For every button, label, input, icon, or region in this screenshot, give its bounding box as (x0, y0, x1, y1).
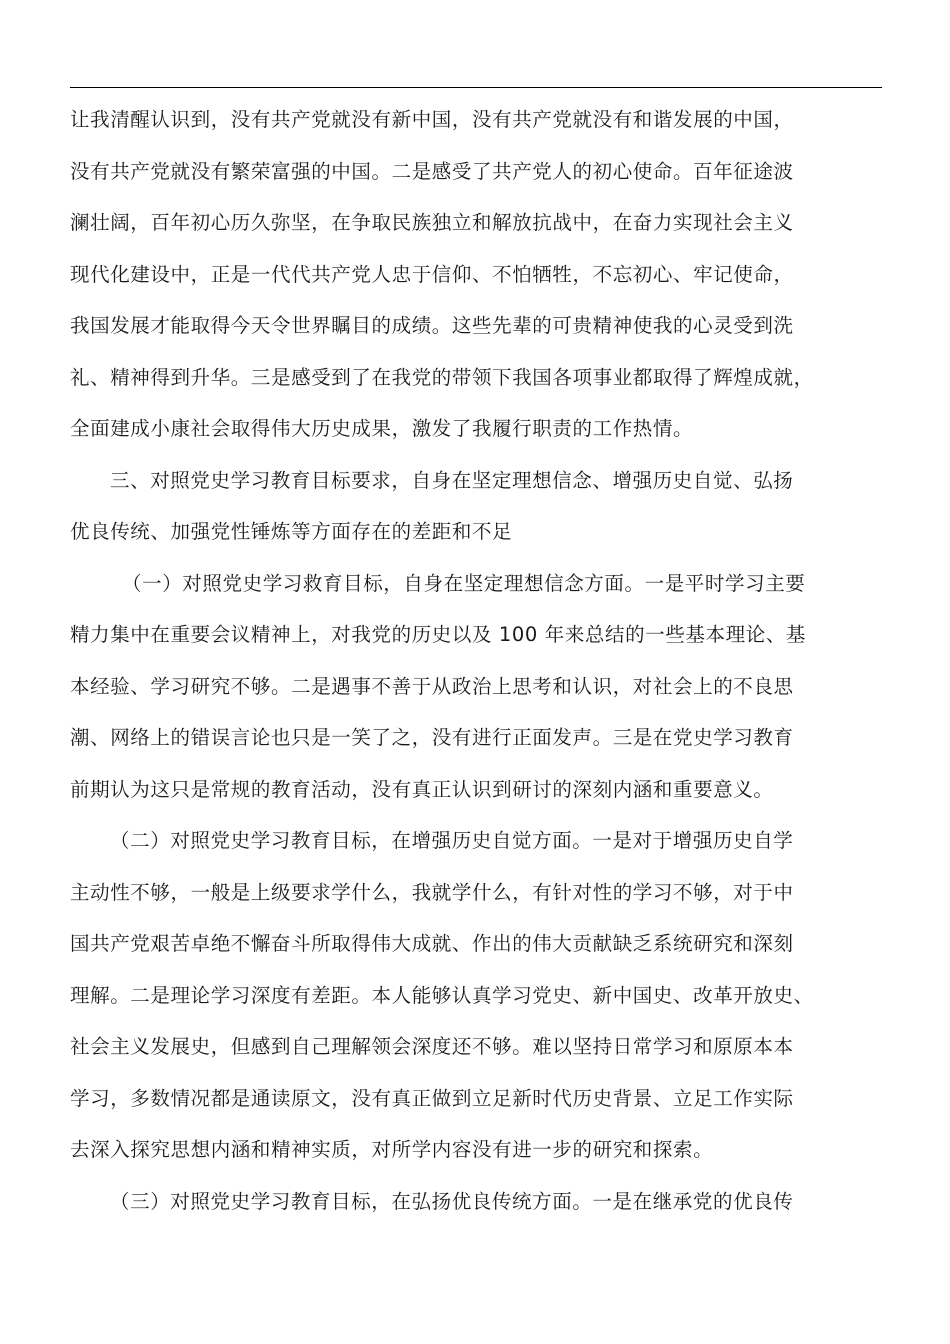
header-rule (70, 87, 882, 88)
text-line: 潮、网络上的错误言论也只是一笑了之，没有进行正面发声。三是在党史学习教育 (70, 726, 794, 749)
text-line: 现代化建设中，正是一代代共产党人忠于信仰、不怕牺牲，不忘初心、牢记使命， (70, 262, 794, 286)
text-line: 本经验、学习研究不够。二是遇事不善于从政治上思考和认识，对社会上的不良思 (70, 674, 794, 698)
paragraph-3 (70, 558, 882, 816)
text-line: 澜壮阔，百年初心历久弥坚，在争取民族独立和解放抗战中，在奋力实现社会主义 (70, 211, 794, 234)
text-line: 三、对照党史学习教育目标要求，自身在坚定理想信念、增强历史自觉、弘扬 (110, 468, 794, 492)
paragraph-1 (70, 94, 882, 455)
paragraph-4 (70, 815, 882, 1176)
text-line: 我国发展才能取得今天令世界瞩目的成绩。这些先辈的可贵精神使我的心灵受到洗 (70, 314, 794, 337)
text-line: 礼、精神得到升华。三是感受到了在我党的带领下我国各项事业都取得了辉煌成就， (70, 365, 814, 389)
paragraph-2-section-heading (70, 455, 882, 558)
text-line: 优良传统、加强党性锤炼等方面存在的差距和不足 (70, 520, 513, 543)
text-line: 社会主义发展史，但感到自己理解领会深度还不够。难以坚持日常学习和原原本本 (70, 1035, 794, 1058)
text-line: 精力集中在重要会议精神上，对我党的历史以及 100 年来总结的一些基本理论、基 (70, 623, 807, 646)
text-line: 学习，多数情况都是通读原文，没有真正做到立足新时代历史背景、立足工作实际 (70, 1086, 794, 1110)
text-line: （二）对照党史学习教育目标，在增强历史自觉方面。一是对于增强历史自学 (110, 829, 794, 852)
text-line: 主动性不够，一般是上级要求学什么，我就学什么，有针对性的学习不够，对于中 (70, 880, 794, 904)
text-line: （三）对照党史学习教育目标，在弘扬优良传统方面。一是在继承党的优良传 (110, 1189, 794, 1213)
paragraph-5 (70, 1176, 882, 1228)
text-line: 让我清醒认识到，没有共产党就没有新中国，没有共产党就没有和谐发展的中国， (70, 108, 794, 131)
text-line: 理解。二是理论学习深度有差距。本人能够认真学习党史、新中国史、改革开放史、 (70, 983, 814, 1007)
text-line: 去深入探究思想内涵和精神实质，对所学内容没有进一步的研究和探索。 (70, 1138, 714, 1161)
text-line: （一）对照党史学习救育目标，自身在坚定理想信念方面。一是平时学习主要 (122, 571, 806, 595)
text-line: 全面建成小康社会取得伟大历史成果，激发了我履行职责的工作热情。 (70, 417, 694, 440)
text-line: 没有共产党就没有繁荣富强的中国。二是感受了共产党人的初心使命。百年征途波 (70, 159, 794, 183)
text-line: 前期认为这只是常规的教育活动，没有真正认识到研讨的深刻内涵和重要意义。 (70, 777, 774, 801)
document-body (70, 94, 882, 1227)
text-line: 国共产党艰苦卓绝不懈奋斗所取得伟大成就、作出的伟大贡献缺乏系统研究和深刻 (70, 932, 794, 955)
